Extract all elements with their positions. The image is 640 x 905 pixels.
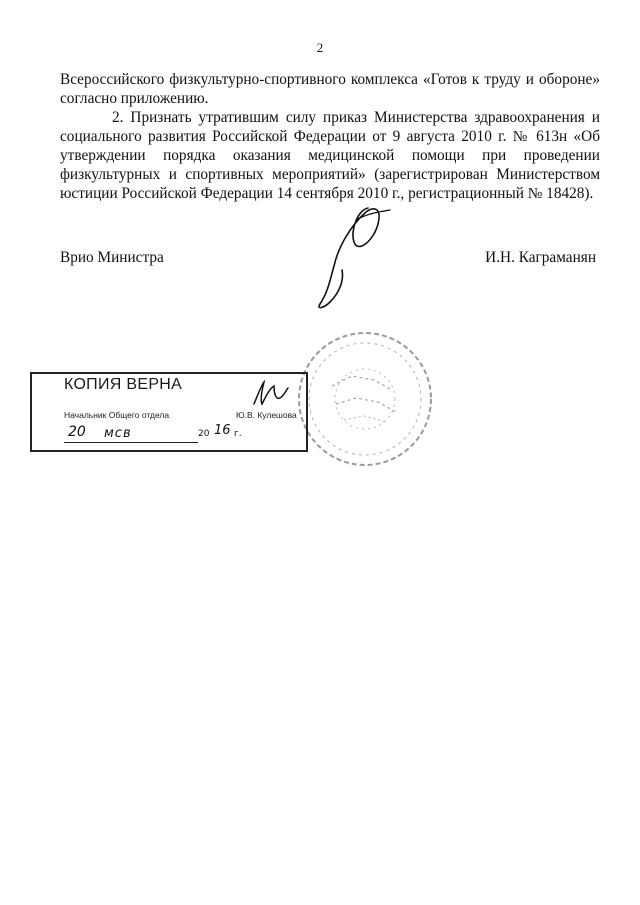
- stamp-border-left: [30, 372, 32, 450]
- stamp-initials-signature: [248, 376, 292, 412]
- stamp-date-year-prefix: 20: [198, 429, 210, 439]
- stamp-name: Ю.В. Кулешова: [236, 410, 297, 420]
- document-body: [60, 70, 600, 203]
- official-seal: [292, 326, 438, 472]
- signatory-name: И.Н. Каграманян: [485, 249, 596, 266]
- stamp-date: [64, 422, 240, 444]
- copy-certified-stamp: [30, 372, 308, 452]
- paragraph-1: Всероссийского физкультурно-спортивного комплекса «Готов к труду и обороне» согласно приложению.: [60, 71, 600, 107]
- stamp-date-day: 20: [68, 424, 86, 440]
- stamp-date-year-suffix: 16: [214, 423, 231, 438]
- stamp-date-month: мсв: [104, 426, 132, 441]
- paragraph-2: 2. Признать утратившим силу приказ Министерства здравоохранения и социального развития Российской Федерации от 9 августа 2010 г. № 613н «Об утверждении порядка оказания медицинской помощи при проведении физкультурных и спортивных мероприятий» (зарегистрирован Министерством юстиции Российской Федерации 14 сентября 2010 г., регистрационный № 18428).: [60, 109, 600, 202]
- stamp-title: КОПИЯ ВЕРНА: [64, 376, 183, 393]
- stamp-position: Начальник Общего отдела: [64, 410, 170, 420]
- stamp-border-top: [30, 372, 306, 374]
- handwritten-signature: [300, 200, 410, 320]
- signatory-position: Врио Министра: [60, 249, 164, 266]
- stamp-date-underline: [64, 442, 198, 443]
- page-number: 2: [316, 40, 324, 55]
- stamp-date-year-letter: г.: [234, 429, 242, 439]
